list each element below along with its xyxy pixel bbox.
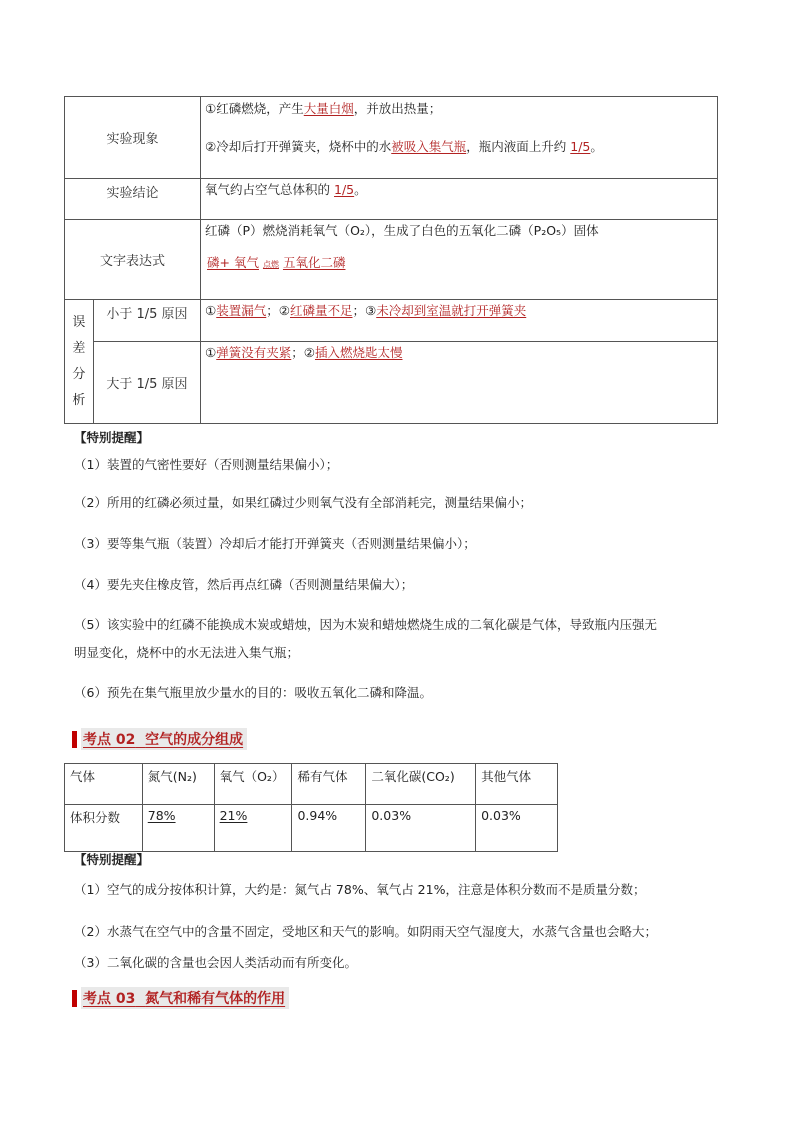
table-row <box>65 342 718 424</box>
table-row <box>65 805 558 852</box>
reminder-item: （2）水蒸气在空气中的含量不固定，受地区和天气的影响。如阴雨天空气湿度大，水蒸气含量也会略大； <box>74 924 657 939</box>
experiment-table <box>64 96 718 424</box>
error-analysis-label: 误 差 分 析 <box>65 300 94 424</box>
reminder-item: （3）二氧化碳的含量也会因人类活动而有所变化。 <box>74 955 357 970</box>
reminder-item: （1）装置的气密性要好（否则测量结果偏小）； <box>74 457 339 472</box>
less-than-label: 小于 1/5 原因 <box>93 300 200 342</box>
row-label-expression: 文字表达式 <box>65 220 201 300</box>
expression-content <box>201 220 718 300</box>
conclusion-content <box>201 179 718 220</box>
header-cell: 气体 <box>65 764 143 805</box>
equation-reactants: 磷+ 氧气 <box>207 255 259 270</box>
reminder-item: （5）该实验中的红磷不能换成木炭或蜡烛，因为木炭和蜡烛燃烧生成的二氧化碳是气体，导致瓶内压强无 <box>74 617 657 632</box>
header-cell: 稀有气体 <box>292 764 366 805</box>
reminder-item: （4）要先夹住橡皮管，然后再点红磷（否则测量结果偏大）； <box>74 577 414 592</box>
equation-product: 五氧化二磷 <box>282 255 346 270</box>
header-cell: 氮气(N₂) <box>142 764 214 805</box>
row-label: 体积分数 <box>65 805 143 852</box>
reminder-title: 【特别提醒】 <box>74 852 150 867</box>
table-row <box>65 179 718 220</box>
table-row <box>65 300 718 342</box>
table-row <box>65 97 718 179</box>
reminder-item: （6）预先在集气瓶里放少量水的目的：吸收五氧化二磷和降温。 <box>74 685 432 700</box>
reminder-item: （3）要等集气瓶（装置）冷却后才能打开弹簧夹（否则测量结果偏小）； <box>74 536 476 551</box>
table-row <box>65 220 718 300</box>
word-equation <box>205 254 713 274</box>
section-heading-03: 考点 03 氮气和稀有气体的作用 <box>72 987 289 1009</box>
value-cell: 78% <box>142 805 214 852</box>
row-label-conclusion: 实验结论 <box>65 179 201 220</box>
phenomenon-line-2: ②冷却后打开弹簧夹，烧杯中的水被吸入集气瓶，瓶内液面上升约 1/5。 <box>205 139 603 154</box>
more-than-reasons: ①弹簧没有夹紧；②插入燃烧匙太慢 <box>201 342 718 424</box>
section-marker <box>72 731 77 748</box>
phenomenon-content <box>201 97 718 179</box>
value-cell: 0.03% <box>476 805 558 852</box>
less-than-reasons: ①装置漏气；②红磷量不足；③未冷却到室温就打开弹簧夹 <box>201 300 718 342</box>
reminder-item: 明显变化，烧杯中的水无法进入集气瓶； <box>74 645 300 660</box>
phenomenon-line-1: ①红磷燃烧，产生大量白烟，并放出热量； <box>205 101 442 116</box>
reminder-item: （1）空气的成分按体积计算，大约是：氮气占 78%、氧气占 21%，注意是体积分数而不是质量分数； <box>74 882 646 897</box>
value-cell: 21% <box>214 805 292 852</box>
value-cell: 0.03% <box>366 805 476 852</box>
expression-line-1: 红磷（P）燃烧消耗氧气（O₂），生成了白色的五氧化二磷（P₂O₅）固体 <box>205 223 599 238</box>
reminder-item: （2）所用的红磷必须过量，如果红磷过少则氧气没有全部消耗完，测量结果偏小； <box>74 495 532 510</box>
row-label-phenomenon: 实验现象 <box>65 97 201 179</box>
equation-condition: 点燃 <box>262 260 279 269</box>
section-heading-02: 考点 02 空气的成分组成 <box>72 728 247 750</box>
composition-table <box>64 763 558 852</box>
header-cell: 其他气体 <box>476 764 558 805</box>
header-cell: 氧气（O₂） <box>214 764 292 805</box>
reminder-title: 【特别提醒】 <box>74 430 150 445</box>
more-than-label: 大于 1/5 原因 <box>93 342 200 424</box>
value-cell: 0.94% <box>292 805 366 852</box>
header-cell: 二氧化碳(CO₂) <box>366 764 476 805</box>
conclusion-line: 氧气约占空气总体积的 1/5。 <box>205 182 367 197</box>
table-row <box>65 764 558 805</box>
section-marker <box>72 990 77 1007</box>
